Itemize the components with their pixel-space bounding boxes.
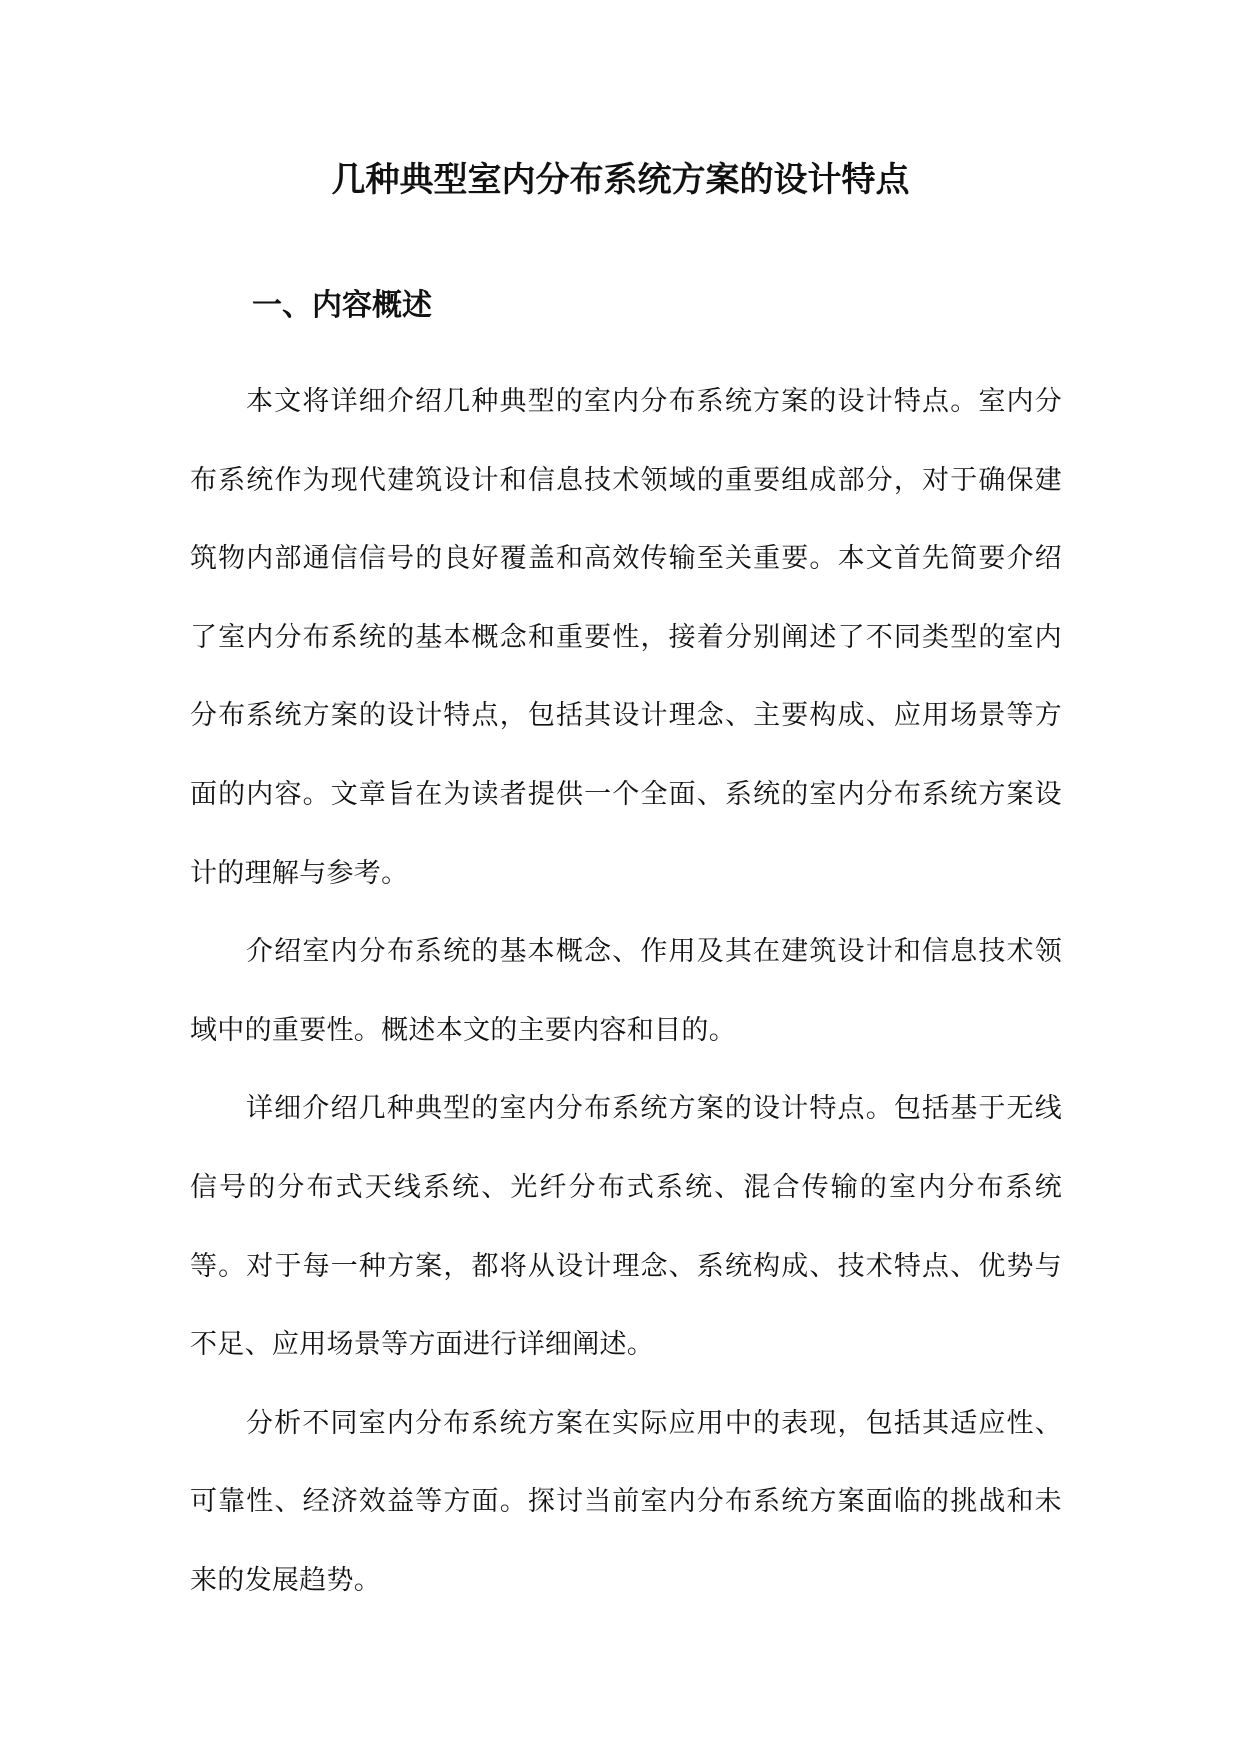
section-heading: 一、内容概述 [252, 288, 432, 323]
paragraph-2: 介绍室内分布系统的基本概念、作用及其在建筑设计和信息技术领域中的重要性。概述本文的主要内容和目的。 [190, 936, 1062, 1046]
paragraph-4: 分析不同室内分布系统方案在实际应用中的表现，包括其适应性、可靠性、经济效益等方面。探讨当前室内分布系统方案面临的挑战和未来的发展趋势。 [190, 1407, 1062, 1596]
document-title: 几种典型室内分布系统方案的设计特点 [331, 160, 910, 200]
document-body [190, 363, 1062, 1621]
paragraph-3: 详细介绍几种典型的室内分布系统方案的设计特点。包括基于无线信号的分布式天线系统、光纤分布式系统、混合传输的室内分布系统等。对于每一种方案，都将从设计理念、系统构成、技术特点、优势与不足、应用场景等方面进行详细阐述。 [190, 1093, 1062, 1361]
paragraph-1: 本文将详细介绍几种典型的室内分布系统方案的设计特点。室内分布系统作为现代建筑设计和信息技术领域的重要组成部分，对于确保建筑物内部通信信号的良好覆盖和高效传输至关重要。本文首先简要介绍了室内分布系统的基本概念和重要性，接着分别阐述了不同类型的室内分布系统方案的设计特点，包括其设计理念、主要构成、应用场景等方面的内容。文章旨在为读者提供一个全面、系统的室内分布系统方案设计的理解与参考。 [190, 386, 1062, 889]
